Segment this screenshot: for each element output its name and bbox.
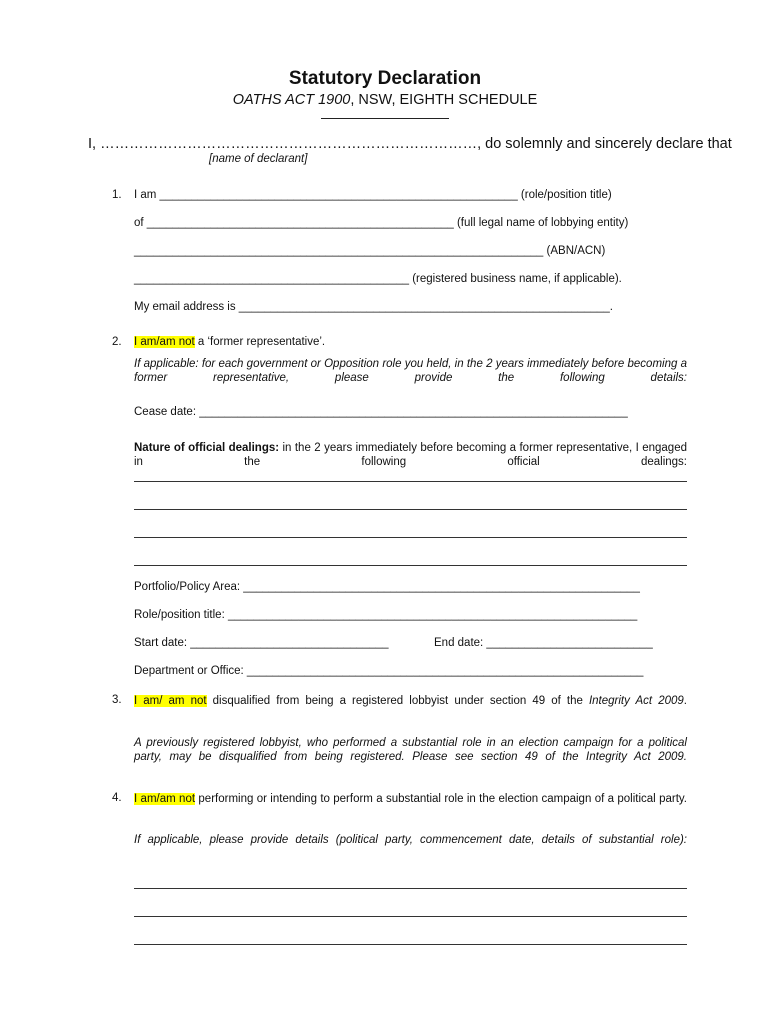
integrity-act-ref: Integrity Act 2009 bbox=[588, 695, 684, 707]
business-name-field[interactable]: ___________________________________________ (registered business name, if applicable). bbox=[134, 273, 622, 285]
item-2-number: 2. bbox=[112, 336, 122, 348]
disqualification-note: A previously registered lobbyist, who performed a substantial role in an election campaign for a political party, may be disqualified from being registered. Please see section 49 of the Integrity Act 2009. bbox=[134, 737, 687, 763]
dealings-line-1[interactable] bbox=[134, 481, 687, 482]
am-am-not-choice[interactable]: I am/am not bbox=[134, 793, 196, 805]
dealings-line-2[interactable] bbox=[134, 509, 687, 510]
page-subtitle bbox=[0, 92, 770, 108]
item-1-number: 1. bbox=[112, 189, 122, 201]
email-address-field[interactable]: My email address is __________________________________________________________. bbox=[134, 301, 613, 313]
item-3-statement: I am/ am not disqualified from being a registered lobbyist under section 49 of the Integrity Act 2009. bbox=[134, 695, 687, 707]
abn-acn-field[interactable]: ________________________________________________________________ (ABN/ACN) bbox=[134, 245, 606, 257]
portfolio-area-field[interactable]: Portfolio/Policy Area: ______________________________________________________________ bbox=[134, 581, 640, 593]
role-position-field[interactable]: Role/position title: ________________________________________________________________ bbox=[134, 609, 638, 621]
department-office-field[interactable]: Department or Office: ______________________________________________________________ bbox=[134, 665, 644, 677]
dealings-label: Nature of official dealings: bbox=[134, 442, 280, 454]
dealings-line-4[interactable] bbox=[134, 565, 687, 566]
am-am-not-choice[interactable]: I am/ am not bbox=[134, 695, 207, 707]
election-details-line-2[interactable] bbox=[134, 916, 687, 917]
declarant-name-note: [name of declarant] bbox=[209, 153, 308, 165]
item-3-number: 3. bbox=[112, 694, 122, 706]
election-details-line-3[interactable] bbox=[134, 944, 687, 945]
title-underline bbox=[321, 118, 449, 119]
am-am-not-choice[interactable]: I am/am not bbox=[134, 336, 195, 348]
item-4-statement: I am/am not performing or intending to perform a substantial role in the election campaign of a political party. bbox=[134, 793, 688, 805]
role-title-field[interactable]: I am ________________________________________________________ (role/position title) bbox=[134, 189, 612, 201]
item-4-number: 4. bbox=[112, 792, 122, 804]
lobbying-entity-field[interactable]: of ________________________________________________ (full legal name of lobbying entity) bbox=[134, 217, 629, 229]
dealings-line-3[interactable] bbox=[134, 537, 687, 538]
act-name: OATHS ACT 1900 bbox=[232, 92, 351, 108]
former-rep-instruction: If applicable: for each government or Opposition role you held, in the 2 years immediately before becoming a former representative, please provide the following details: bbox=[134, 358, 687, 384]
page-title: Statutory Declaration bbox=[288, 68, 482, 89]
act-rest: , NSW, EIGHTH SCHEDULE bbox=[350, 92, 538, 108]
end-date-field[interactable]: End date: __________________________ bbox=[434, 637, 653, 649]
item-2-statement: I am/am not a ‘former representative’. bbox=[134, 336, 326, 348]
cease-date-field[interactable]: Cease date: ___________________________________________________________________ bbox=[134, 406, 628, 418]
start-date-field[interactable]: Start date: _______________________________ bbox=[134, 637, 389, 649]
election-role-instruction: If applicable, please provide details (political party, commencement date, details of substantial role): bbox=[134, 834, 687, 846]
official-dealings-paragraph: Nature of official dealings: in the 2 years immediately before becoming a former representative, I engaged in the following official dealings: bbox=[134, 442, 687, 468]
election-details-line-1[interactable] bbox=[134, 888, 687, 889]
declaration-statement[interactable]: I, ……………………………………………………………………, do solemnly and sincerely declare that bbox=[88, 136, 732, 152]
